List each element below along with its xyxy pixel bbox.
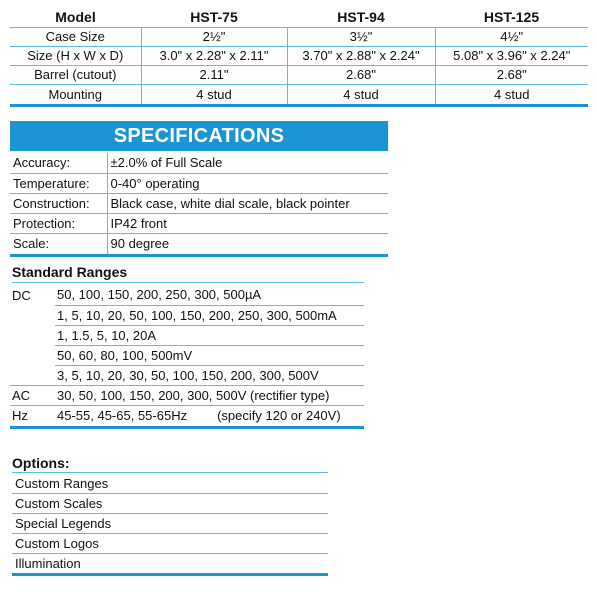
- spec-label: Temperature:: [10, 173, 107, 193]
- standard-ranges-heading: Standard Ranges: [12, 264, 364, 283]
- table-row: [10, 27, 588, 46]
- range-value: 1, 1.5, 5, 10, 20A: [55, 325, 364, 345]
- range-value: 3, 5, 10, 20, 30, 50, 100, 150, 200, 300, 500V: [55, 365, 364, 385]
- range-label: AC: [10, 385, 55, 405]
- table-cell: 2½": [141, 27, 287, 46]
- range-label: [10, 365, 55, 385]
- spec-row: [10, 233, 388, 255]
- list-item: Illumination: [12, 554, 328, 576]
- row-label: Barrel (cutout): [10, 65, 141, 84]
- table-row: [10, 65, 588, 84]
- model-header-hst94: HST-94: [287, 8, 435, 27]
- spec-value: IP42 front: [107, 213, 388, 233]
- range-label: [10, 305, 55, 325]
- table-cell: 4 stud: [435, 84, 588, 105]
- list-item: Custom Logos: [12, 534, 328, 554]
- range-value: 1, 5, 10, 20, 50, 100, 150, 200, 250, 300, 500mA: [55, 305, 364, 325]
- spec-row: [10, 153, 388, 173]
- spec-value: 90 degree: [107, 233, 388, 255]
- table-cell: 3½": [287, 27, 435, 46]
- table-row: [10, 84, 588, 105]
- range-row: [10, 325, 364, 345]
- spec-value: Black case, white dial scale, black pointer: [107, 193, 388, 213]
- table-cell: 3.0" x 2.28" x 2.11": [141, 46, 287, 65]
- spec-label: Protection:: [10, 213, 107, 233]
- model-header-hst75: HST-75: [141, 8, 287, 27]
- list-item: Custom Ranges: [12, 474, 328, 494]
- range-note: (specify 120 or 240V): [217, 408, 341, 423]
- range-label: DC: [12, 287, 31, 303]
- list-item: Special Legends: [12, 514, 328, 534]
- spec-value: ±2.0% of Full Scale: [107, 153, 388, 173]
- standard-ranges-table: [10, 285, 364, 429]
- model-header-label: Model: [10, 8, 141, 27]
- specifications-banner: SPECIFICATIONS: [10, 121, 388, 151]
- list-item: Custom Scales: [12, 494, 328, 514]
- spec-row: [10, 193, 388, 213]
- table-cell: 3.70" x 2.88" x 2.24": [287, 46, 435, 65]
- specifications-table: [10, 153, 388, 257]
- table-row: [10, 46, 588, 65]
- table-cell: 4½": [435, 27, 588, 46]
- range-label: [10, 325, 55, 345]
- row-label: Size (H x W x D): [10, 46, 141, 65]
- options-list: [12, 474, 328, 576]
- range-value: 50, 100, 150, 200, 250, 300, 500µA: [55, 285, 364, 305]
- table-cell: 2.11": [141, 65, 287, 84]
- range-row: [10, 305, 364, 325]
- table-cell: 5.08" x 3.96" x 2.24": [435, 46, 588, 65]
- range-label: [10, 345, 55, 365]
- table-cell: 2.68": [435, 65, 588, 84]
- spec-row: [10, 213, 388, 233]
- table-cell: 4 stud: [141, 84, 287, 105]
- spec-label: Accuracy:: [10, 153, 107, 173]
- model-header-hst125: HST-125: [435, 8, 588, 27]
- spec-row: [10, 173, 388, 193]
- spec-label: Construction:: [10, 193, 107, 213]
- row-label: Mounting: [10, 84, 141, 105]
- range-row: [10, 365, 364, 385]
- row-label: Case Size: [10, 27, 141, 46]
- range-value-cell: [55, 405, 364, 427]
- options-heading: Options:: [12, 455, 328, 473]
- table-cell: 2.68": [287, 65, 435, 84]
- table-cell: 4 stud: [287, 84, 435, 105]
- range-label: Hz: [10, 405, 55, 427]
- range-row: [10, 345, 364, 365]
- range-row: [10, 405, 364, 427]
- spec-label: Scale:: [10, 233, 107, 255]
- range-value: 50, 60, 80, 100, 500mV: [55, 345, 364, 365]
- range-value: 30, 50, 100, 150, 200, 300, 500V (rectifier type): [55, 385, 364, 405]
- range-value: 45-55, 45-65, 55-65Hz: [57, 408, 188, 423]
- range-row: [10, 385, 364, 405]
- range-row: [10, 285, 364, 305]
- model-table-header-row: [10, 8, 588, 27]
- spec-value: 0-40° operating: [107, 173, 388, 193]
- model-table: [10, 8, 588, 107]
